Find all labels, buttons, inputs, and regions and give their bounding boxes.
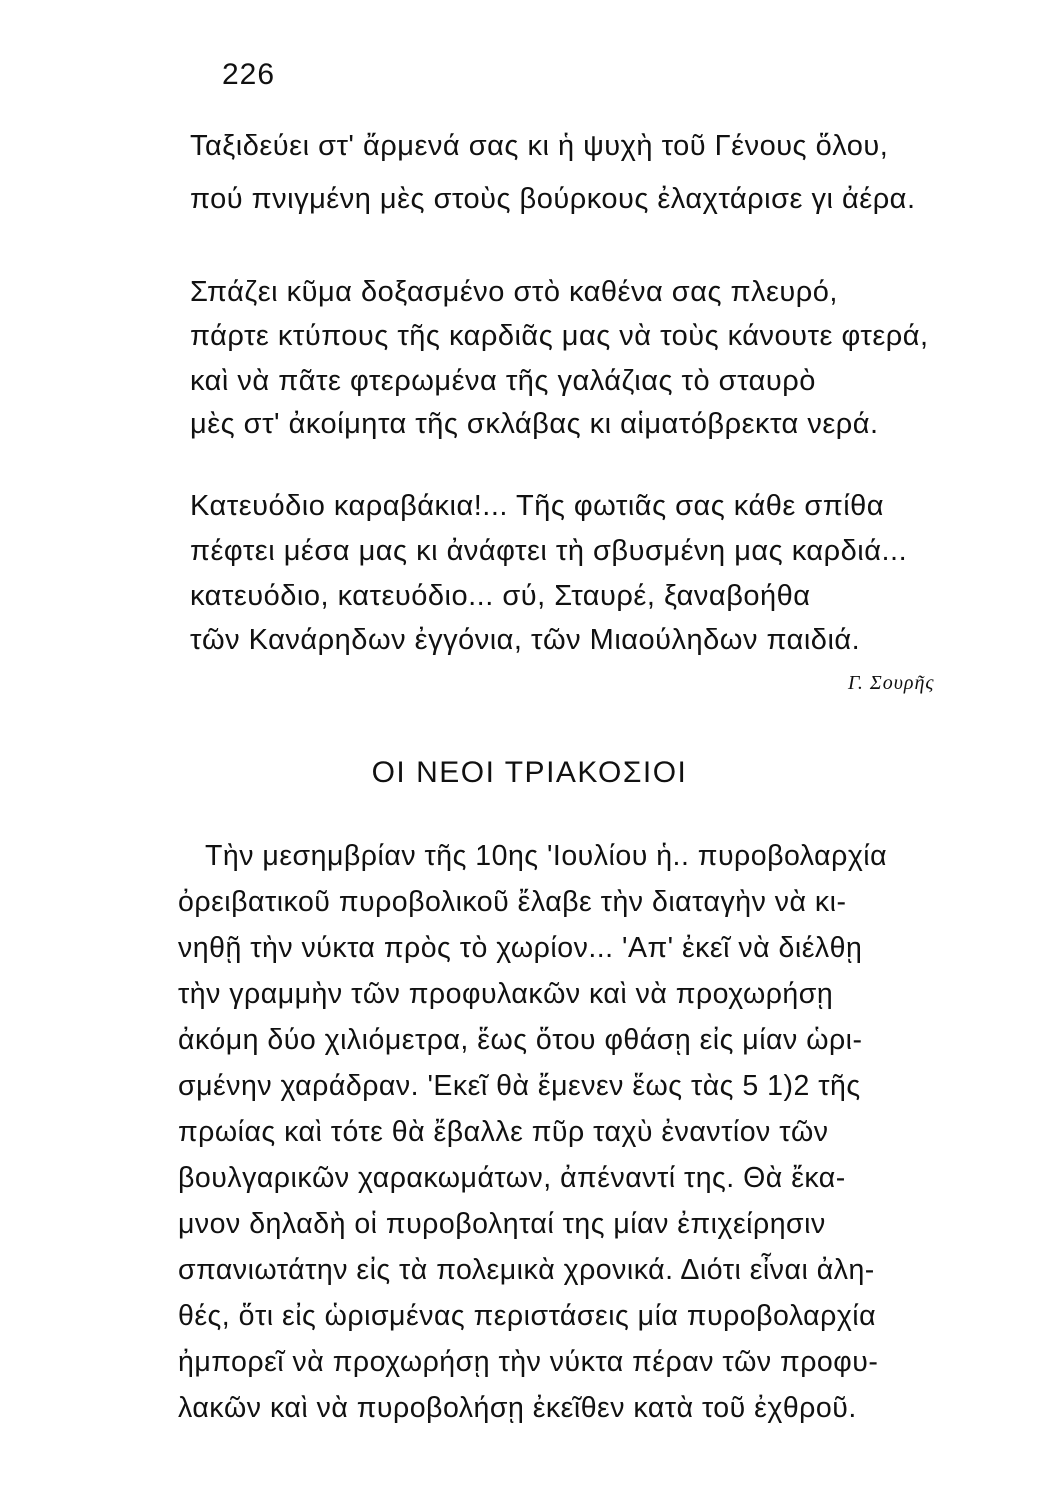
prose-line: πρωίας καὶ τότε θὰ ἔβαλλε πῦρ ταχὺ ἐναντίον τῶν <box>178 1116 829 1148</box>
prose-line: σπανιωτάτην εἰς τὰ πολεμικὰ χρονικά. Διότι εἶναι ἀλη- <box>178 1254 875 1286</box>
page-number: 226 <box>222 58 276 91</box>
prose-line: τὴν γραμμὴν τῶν προφυλακῶν καὶ νὰ προχωρήσῃ <box>178 978 834 1010</box>
prose-line: νηθῇ τὴν νύκτα πρὸς τὸ χωρίον... 'Απ' ἐκεῖ νὰ διέλθῃ <box>178 932 863 964</box>
poem-line: Σπάζει κῦμα δοξασμένο στὸ καθένα σας πλευρό, <box>190 276 838 308</box>
prose-line: μνον δηλαδὴ οἱ πυροβοληταί της μίαν ἐπιχείρησιν <box>178 1208 826 1240</box>
poem-line: μὲς στ' ἀκοίμητα τῆς σκλάβας κι αἱματόβρεκτα νερά. <box>190 408 879 440</box>
prose-line: Τὴν μεσημβρίαν τῆς 10ης 'Ιουλίου ἡ.. πυροβολαρχία <box>205 840 888 872</box>
poem-line: Ταξιδεύει στ' ἄρμενά σας κι ἡ ψυχὴ τοῦ Γένους ὅλου, <box>190 130 889 162</box>
prose-line: βουλγαρικῶν χαρακωμάτων, ἀπέναντί της. Θὰ ἔκα- <box>178 1162 846 1194</box>
prose-line: ἀκόμη δύο χιλιόμετρα, ἕως ὅτου φθάσῃ εἰς μίαν ὡρι- <box>178 1024 863 1056</box>
prose-line: ἠμπορεῖ νὰ προχωρήσῃ τὴν νύκτα πέραν τῶν προφυ- <box>178 1346 879 1378</box>
poem-line: καὶ νὰ πᾶτε φτερωμένα τῆς γαλάζιας τὸ σταυρὸ <box>190 365 816 397</box>
prose-line: λακῶν καὶ νὰ πυροβολήσῃ ἐκεῖθεν κατὰ τοῦ ἐχθροῦ. <box>178 1392 857 1424</box>
poem-line: Κατευόδιο καραβάκια!... Τῆς φωτιᾶς σας κάθε σπίθα <box>190 490 885 522</box>
poem-line: τῶν Κανάρηδων ἐγγόνια, τῶν Μιαούληδων παιδιά. <box>190 624 861 656</box>
poem-line: πέφτει μέσα μας κι ἀνάφτει τὴ σβυσμένη μας καρδιά... <box>190 535 908 567</box>
section-heading: ΟΙ ΝΕΟΙ ΤΡΙΑΚΟΣΙΟΙ <box>371 756 688 789</box>
poem-line: κατευόδιο, κατευόδιο... σύ, Σταυρέ, ξαναβοήθα <box>190 580 811 612</box>
poem-signature: Γ. Σουρῆς <box>848 672 935 694</box>
prose-line: σμένην χαράδραν. 'Εκεῖ θὰ ἔμενεν ἕως τὰς 5 1)2 τῆς <box>178 1070 861 1102</box>
prose-line: ὀρειβατικοῦ πυροβολικοῦ ἔλαβε τὴν διαταγὴν νὰ κι- <box>178 886 847 918</box>
poem-line: πού πνιγμένη μὲς στοὺς βούρκους ἐλαχτάρισε γι ἀέρα. <box>190 183 916 215</box>
poem-line: πάρτε κτύπους τῆς καρδιᾶς μας νὰ τοὺς κάνουτε φτερά, <box>190 320 929 352</box>
prose-line: θές, ὅτι εἰς ὡρισμένας περιστάσεις μία πυροβολαρχία <box>178 1300 877 1332</box>
